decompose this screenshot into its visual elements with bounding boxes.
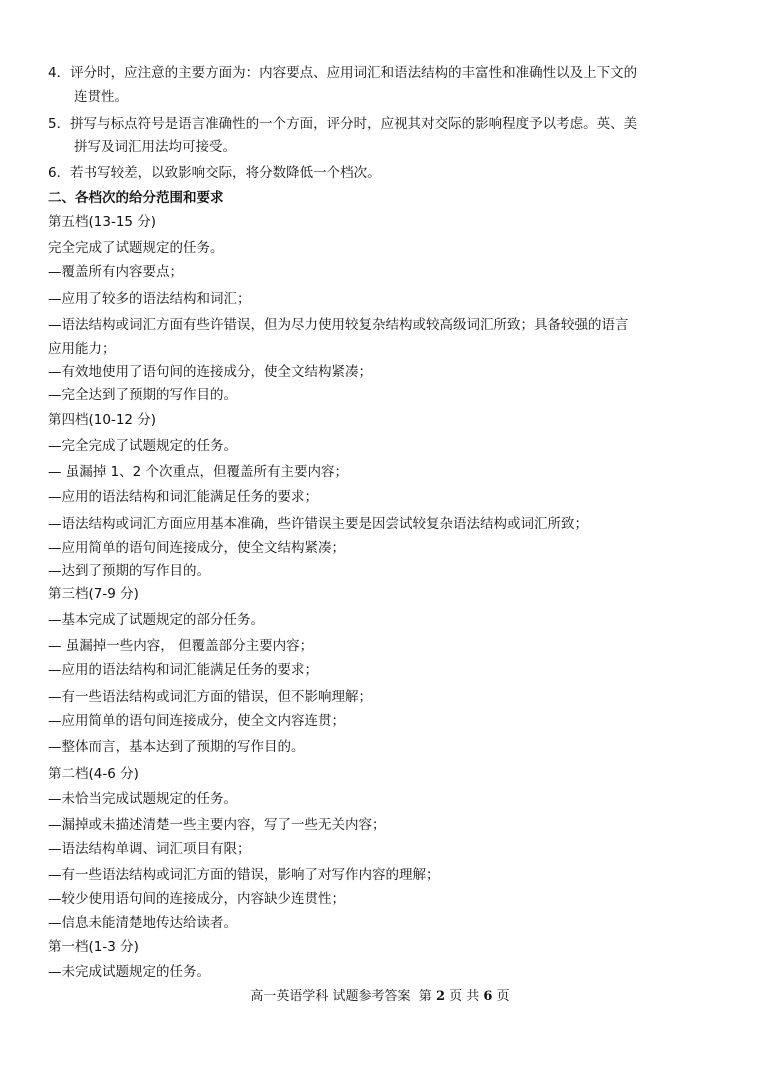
grade-5-line-cont: 应用能力； [48, 341, 116, 357]
grade-3-line: —有一些语法结构或词汇方面的错误，但不影响理解； [48, 689, 372, 705]
grade-5-line: —语法结构或词汇方面有些许错误，但为尽力使用较复杂结构或较高级词汇所致；具备较强的语言 [48, 317, 629, 333]
rule-item-5-cont: 拼写及词汇用法均可接受。 [74, 139, 236, 155]
rule-item-4: 4．评分时，应注意的主要方面为：内容要点、应用词汇和语法结构的丰富性和准确性以及上下文的 [48, 65, 638, 81]
grade-5-title: 第五档(13-15 分) [48, 214, 157, 230]
footer-page-mid: 页 共 [449, 989, 480, 1004]
grade-3-line: —基本完成了试题规定的部分任务。 [48, 612, 264, 628]
footer-page-number: 2 [435, 989, 445, 1004]
grade-4-line: —语法结构或词汇方面应用基本准确，些许错误主要是因尝试较复杂语法结构或词汇所致； [48, 516, 588, 532]
grade-1-title: 第一档(1-3 分) [48, 939, 139, 955]
grade-4-line: —达到了预期的写作目的。 [48, 563, 210, 579]
grade-2-line: —有一些语法结构或词汇方面的错误，影响了对写作内容的理解； [48, 867, 440, 883]
rule-item-4-cont: 连贯性。 [74, 89, 128, 105]
grade-3-line: —整体而言，基本达到了预期的写作目的。 [48, 739, 305, 755]
grade-5-line: —有效地使用了语句间的连接成分，使全文结构紧凑； [48, 364, 372, 380]
grade-2-title: 第二档(4-6 分) [48, 766, 139, 782]
grade-5-line: 完全完成了试题规定的任务。 [48, 240, 224, 256]
page-footer [0, 988, 760, 1006]
grade-2-line: —较少使用语句间的连接成分，内容缺少连贯性； [48, 891, 345, 907]
footer-page-suffix: 页 [496, 989, 510, 1004]
grade-4-line: —应用的语法结构和词汇能满足任务的要求； [48, 489, 318, 505]
grade-4-line: — 虽漏掉 1、2 个次重点，但覆盖所有主要内容； [48, 464, 349, 480]
grade-1-line: —未完成试题规定的任务。 [48, 964, 210, 980]
grade-4-title: 第四档(10-12 分) [48, 412, 157, 428]
grade-5-line: —应用了较多的语法结构和词汇； [48, 291, 251, 307]
grade-5-line: —覆盖所有内容要点； [48, 264, 183, 280]
grade-3-line: —应用简单的语句间连接成分，使全文内容连贯； [48, 713, 345, 729]
rule-item-6: 6．若书写较差，以致影响交际，将分数降低一个档次。 [48, 165, 381, 181]
grade-5-line: —完全达到了预期的写作目的。 [48, 387, 237, 403]
footer-page-total: 6 [483, 989, 493, 1004]
footer-page-prefix: 第 [418, 989, 432, 1004]
footer-subject: 高一英语学科 试题参考答案 [250, 989, 411, 1004]
grade-2-line: —漏掉或未描述清楚一些主要内容，写了一些无关内容； [48, 817, 386, 833]
rule-item-5: 5．拼写与标点符号是语言准确性的一个方面，评分时，应视其对交际的影响程度予以考虑。英、美 [48, 116, 638, 132]
grade-3-title: 第三档(7-9 分) [48, 586, 139, 602]
grade-2-line: —未恰当完成试题规定的任务。 [48, 791, 237, 807]
grade-3-line: —应用的语法结构和词汇能满足任务的要求； [48, 662, 318, 678]
grade-3-line: — 虽漏掉一些内容， 但覆盖部分主要内容； [48, 638, 314, 654]
grade-2-line: —信息未能清楚地传达给读者。 [48, 915, 237, 931]
section-heading: 二、各档次的给分范围和要求 [48, 190, 224, 206]
grade-2-line: —语法结构单调、词汇项目有限； [48, 841, 251, 857]
grade-4-line: —应用简单的语句间连接成分，使全文结构紧凑； [48, 540, 345, 556]
grade-4-line: —完全完成了试题规定的任务。 [48, 438, 237, 454]
